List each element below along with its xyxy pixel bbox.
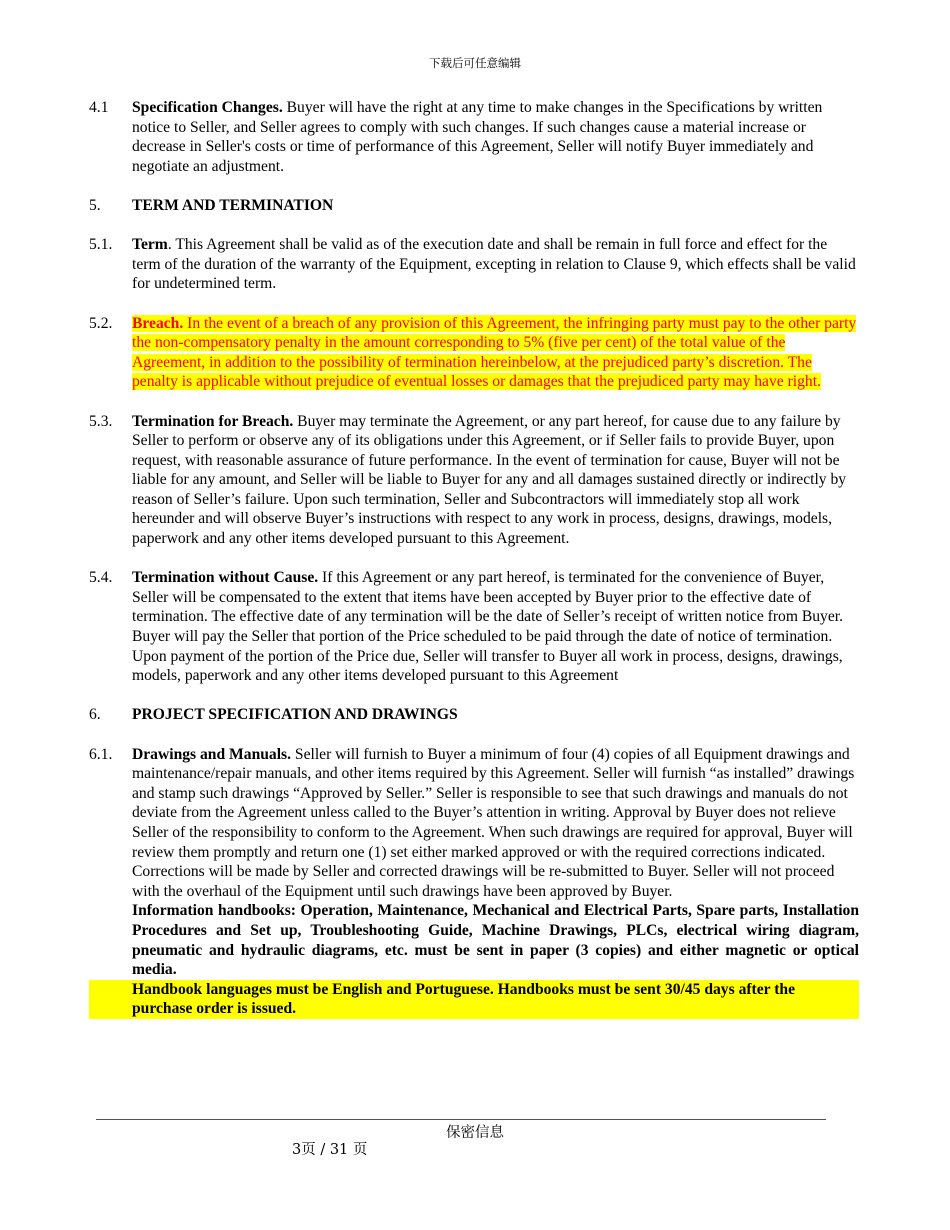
handbooks-requirement: Information handbooks: Operation, Maintenance, Mechanical and Electrical Parts, Spare parts, Installation Procedures and Set up, Troubleshooting Guide, Machine Drawings, PLCs, electrical wiring diagram, pneumatic and hydraulic diagrams, etc. must be sent in paper (3 copies) and either magnetic or optical media. [132, 902, 859, 979]
page-header: 下载后可任意编辑 [429, 56, 521, 70]
footer-divider [96, 1119, 826, 1120]
clause-title: Term [132, 236, 168, 254]
clause-number: 5.4. [89, 569, 113, 587]
clause-title: Breach. [132, 314, 184, 332]
clause-5-4 [89, 568, 859, 686]
clause-number: 5.1. [89, 236, 113, 254]
section-title: PROJECT SPECIFICATION AND DRAWINGS [132, 706, 458, 724]
clause-number: 5.2. [89, 314, 113, 332]
clause-text-highlighted: In the event of a breach of any provision of this Agreement, the infringing party must pay to the other party the non-compensatory penalty in the amount corresponding to 5% (five per cent) of the total value of the Agreement, in addition to the possibility of termination hereinbelow, at the prejudiced party’s discretion. The penalty is applicable without prejudice of eventual losses or damages that the prejudiced party may have right. [132, 314, 857, 391]
handbook-languages-row [89, 980, 859, 1019]
page-number: 3页 / 31 页 [292, 1142, 368, 1158]
clause-title: Drawings and Manuals. [132, 745, 292, 763]
clause-text: Buyer may terminate the Agreement, or any part hereof, for cause due to any failure by Seller to perform or observe any of its obligations under this Agreement, or if Seller fails to provide Buyer, upon request, with reasonable assurance of future performance. In the event of termination for cause, Buyer will not be liable for any amount, and Seller will be liable to Buyer for any and all damages sustained directly or indirectly by reason of Seller’s failure. Upon such termination, Seller and Subcontractors will immediately stop all work hereunder and will observe Buyer’s instructions with respect to any work in process, designs, drawings, models, paperwork and any other items developed pursuant to this Agreement. [132, 412, 847, 548]
clause-number: 6.1. [89, 745, 113, 763]
clause-text: . This Agreement shall be valid as of the execution date and shall be remain in full force and effect for the term of the duration of the warranty of the Equipment, excepting in relation to Clause 9, which effects shall be valid for undetermined term. [132, 236, 856, 293]
clause-5-1 [89, 235, 859, 294]
clause-number: 5.3. [89, 412, 113, 430]
document-body [89, 98, 859, 1019]
clause-4-1 [89, 98, 859, 176]
clause-text: If this Agreement or any part hereof, is terminated for the convenience of Buyer, Seller will be compensated to the extent that items have been accepted by Buyer prior to the effective date of termination. The effective date of any termination will be the date of Seller’s receipt of written notice from Buyer. Buyer will pay the Seller that portion of the Price scheduled to be paid through the date of notice of termination. Upon payment of the portion of the Price due, Seller will transfer to Buyer all work in process, designs, drawings, models, paperwork and any other items developed pursuant to this Agreement [132, 569, 844, 685]
section-number: 6. [89, 706, 101, 724]
handbook-languages-text: Handbook languages must be English and Portuguese. Handbooks must be sent 30/45 days after the purchase order is issued. [132, 980, 796, 1018]
section-6-heading [89, 705, 859, 725]
clause-5-2 [89, 314, 859, 392]
footer-confidential: 保密信息 [446, 1125, 504, 1141]
clause-number: 4.1 [89, 99, 109, 116]
clause-5-3 [89, 412, 859, 549]
section-number: 5. [89, 196, 101, 214]
clause-6-1 [89, 745, 859, 980]
clause-title: Specification Changes. [132, 99, 283, 116]
clause-text: Buyer will have the right at any time to make changes in the Specifications by written notice to Seller, and Seller agrees to comply with such changes. If such changes cause a material increase or decrease in Seller's costs or time of performance of this Agreement, Seller will notify Buyer immediately and negotiate an adjustment. [132, 99, 823, 175]
clause-title: Termination for Breach. [132, 412, 294, 430]
clause-title: Termination without Cause. [132, 569, 319, 587]
clause-text: Seller will furnish to Buyer a minimum of four (4) copies of all Equipment drawings and maintenance/repair manuals, and other items required by this Agreement. Seller will furnish “as installed” drawings and stamp such drawings “Approved by Seller.” Seller is responsible to see that such drawings and manuals do not deviate from the Agreement unless called to the Buyer’s attention in writing. Approval by Buyer does not relieve Seller of the responsibility to conform to the Agreement. When such drawings are required for approval, Buyer will review them promptly and return one (1) set either marked approved or with the required corrections indicated. Corrections will be made by Seller and corrected drawings will be re-submitted to Buyer. Seller will not proceed with the overhaul of the Equipment until such drawings have been approved by Buyer. [132, 745, 855, 900]
section-5-heading [89, 196, 859, 216]
section-title: TERM AND TERMINATION [132, 196, 334, 214]
